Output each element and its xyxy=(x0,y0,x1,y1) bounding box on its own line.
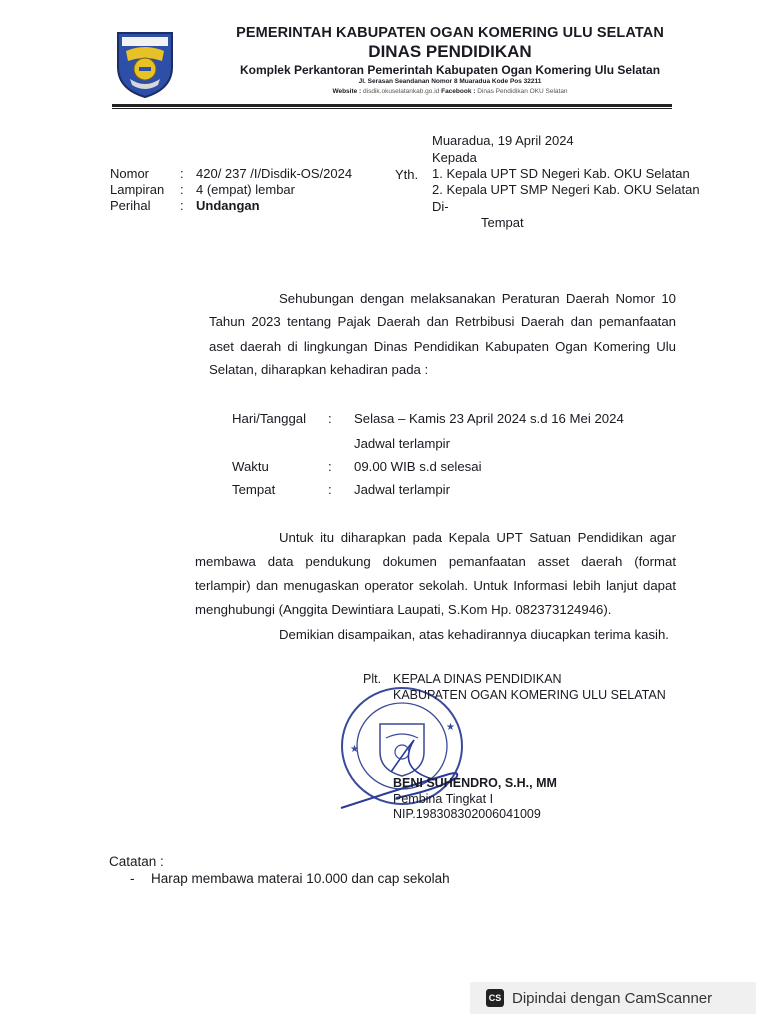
perihal-colon: : xyxy=(180,198,184,213)
lampiran-colon: : xyxy=(180,182,184,197)
nomor-colon: : xyxy=(180,166,184,181)
header-contacts xyxy=(190,88,710,95)
svg-text:★: ★ xyxy=(446,722,455,733)
signer-rank: Pembina Tingkat I xyxy=(393,792,494,806)
header-address: Jl. Serasan Seandanan Nomor 8 Muaradua Kode Pos 32211 xyxy=(358,78,542,85)
closing-line: Demikian disampaikan, atas kehadirannya diucapkan terima kasih. xyxy=(279,627,669,642)
para1-line3: aset daerah di lingkungan Dinas Pendidikan Kabupaten Ogan Komering Ulu xyxy=(209,339,676,354)
hari-label: Hari/Tanggal xyxy=(232,411,307,426)
hari-value: Selasa – Kamis 23 April 2024 s.d 16 Mei 2024 xyxy=(354,411,624,426)
para1-line2: Tahun 2023 tentang Pajak Daerah dan Retrbibusi Daerah dan pemanfaatan xyxy=(209,314,676,329)
tempat-colon: : xyxy=(328,482,332,497)
facebook-label: Facebook : xyxy=(441,88,476,95)
header-rule-thin xyxy=(112,108,672,109)
hari-colon: : xyxy=(328,411,332,426)
lampiran-value: 4 (empat) lembar xyxy=(196,182,295,197)
recipient-2: 2. Kepala UPT SMP Negeri Kab. OKU Selatan xyxy=(432,182,700,197)
yth-label: Yth. xyxy=(395,167,419,182)
perihal-value: Undangan xyxy=(196,198,260,213)
para2-line2: membawa data pendukung dokumen pemanfaatan asset daerah (format xyxy=(195,554,676,569)
perihal-label: Perihal xyxy=(110,198,151,213)
note-title: Catatan : xyxy=(109,854,164,869)
plt-label: Plt. xyxy=(363,672,382,686)
signer-title-2: KABUPATEN OGAN KOMERING ULU SELATAN xyxy=(393,688,666,702)
camscanner-watermark xyxy=(470,982,756,1014)
place-date: Muaradua, 19 April 2024 xyxy=(432,133,574,148)
header-government: PEMERINTAH KABUPATEN OGAN KOMERING ULU SELATAN xyxy=(236,25,664,41)
waktu-value: 09.00 WIB s.d selesai xyxy=(354,459,482,474)
website-value: disdik.okuselatankab.go.id xyxy=(363,88,440,95)
di-label: Di- xyxy=(432,199,449,214)
svg-text:★: ★ xyxy=(350,744,359,755)
note-item: Harap membawa materai 10.000 dan cap sekolah xyxy=(151,871,450,886)
signer-nip: NIP.198308302006041009 xyxy=(393,807,541,821)
para1-line1: Sehubungan dengan melaksanakan Peraturan Daerah Nomor 10 xyxy=(279,291,676,306)
nomor-value: 420/ 237 /I/Disdik-OS/2024 xyxy=(196,166,353,181)
header-rule-thick xyxy=(112,104,672,107)
camscanner-text: Dipindai dengan CamScanner xyxy=(512,989,713,1007)
hari-value-2: Jadwal terlampir xyxy=(354,436,451,451)
website-label: Website : xyxy=(332,88,362,95)
nomor-label: Nomor xyxy=(110,166,150,181)
kepada-label: Kepada xyxy=(432,150,477,165)
para2-line3: terlampir) dan menugaskan operator sekolah. Untuk Informasi lebih lanjut dapat xyxy=(195,578,676,593)
tempat-value: Jadwal terlampir xyxy=(354,482,451,497)
waktu-colon: : xyxy=(328,459,332,474)
note-dash: - xyxy=(130,871,135,886)
para2-line4: menghubungi (Anggita Dewintiara Laupati, S.Kom Hp. 082373124946). xyxy=(195,602,612,617)
lampiran-label: Lampiran xyxy=(110,182,165,197)
header-agency: DINAS PENDIDIKAN xyxy=(368,42,532,61)
camscanner-icon: CS xyxy=(486,989,504,1007)
tempat-row-label: Tempat xyxy=(232,482,276,497)
signer-title-1: KEPALA DINAS PENDIDIKAN xyxy=(393,672,562,686)
waktu-label: Waktu xyxy=(232,459,269,474)
facebook-value: Dinas Pendidikan OKU Selatan xyxy=(477,88,568,95)
recipient-1: 1. Kepala UPT SD Negeri Kab. OKU Selatan xyxy=(432,166,690,181)
para2-line1: Untuk itu diharapkan pada Kepala UPT Satuan Pendidikan agar xyxy=(279,530,676,545)
header-complex: Komplek Perkantoran Pemerintah Kabupaten Ogan Komering Ulu Selatan xyxy=(239,63,661,77)
para1-line4: Selatan, diharapkan kehadiran pada : xyxy=(209,362,429,377)
regency-logo xyxy=(110,27,180,99)
signer-name: BENI SUHENDRO, S.H., MM xyxy=(393,776,557,790)
tempat-label: Tempat xyxy=(481,215,524,230)
